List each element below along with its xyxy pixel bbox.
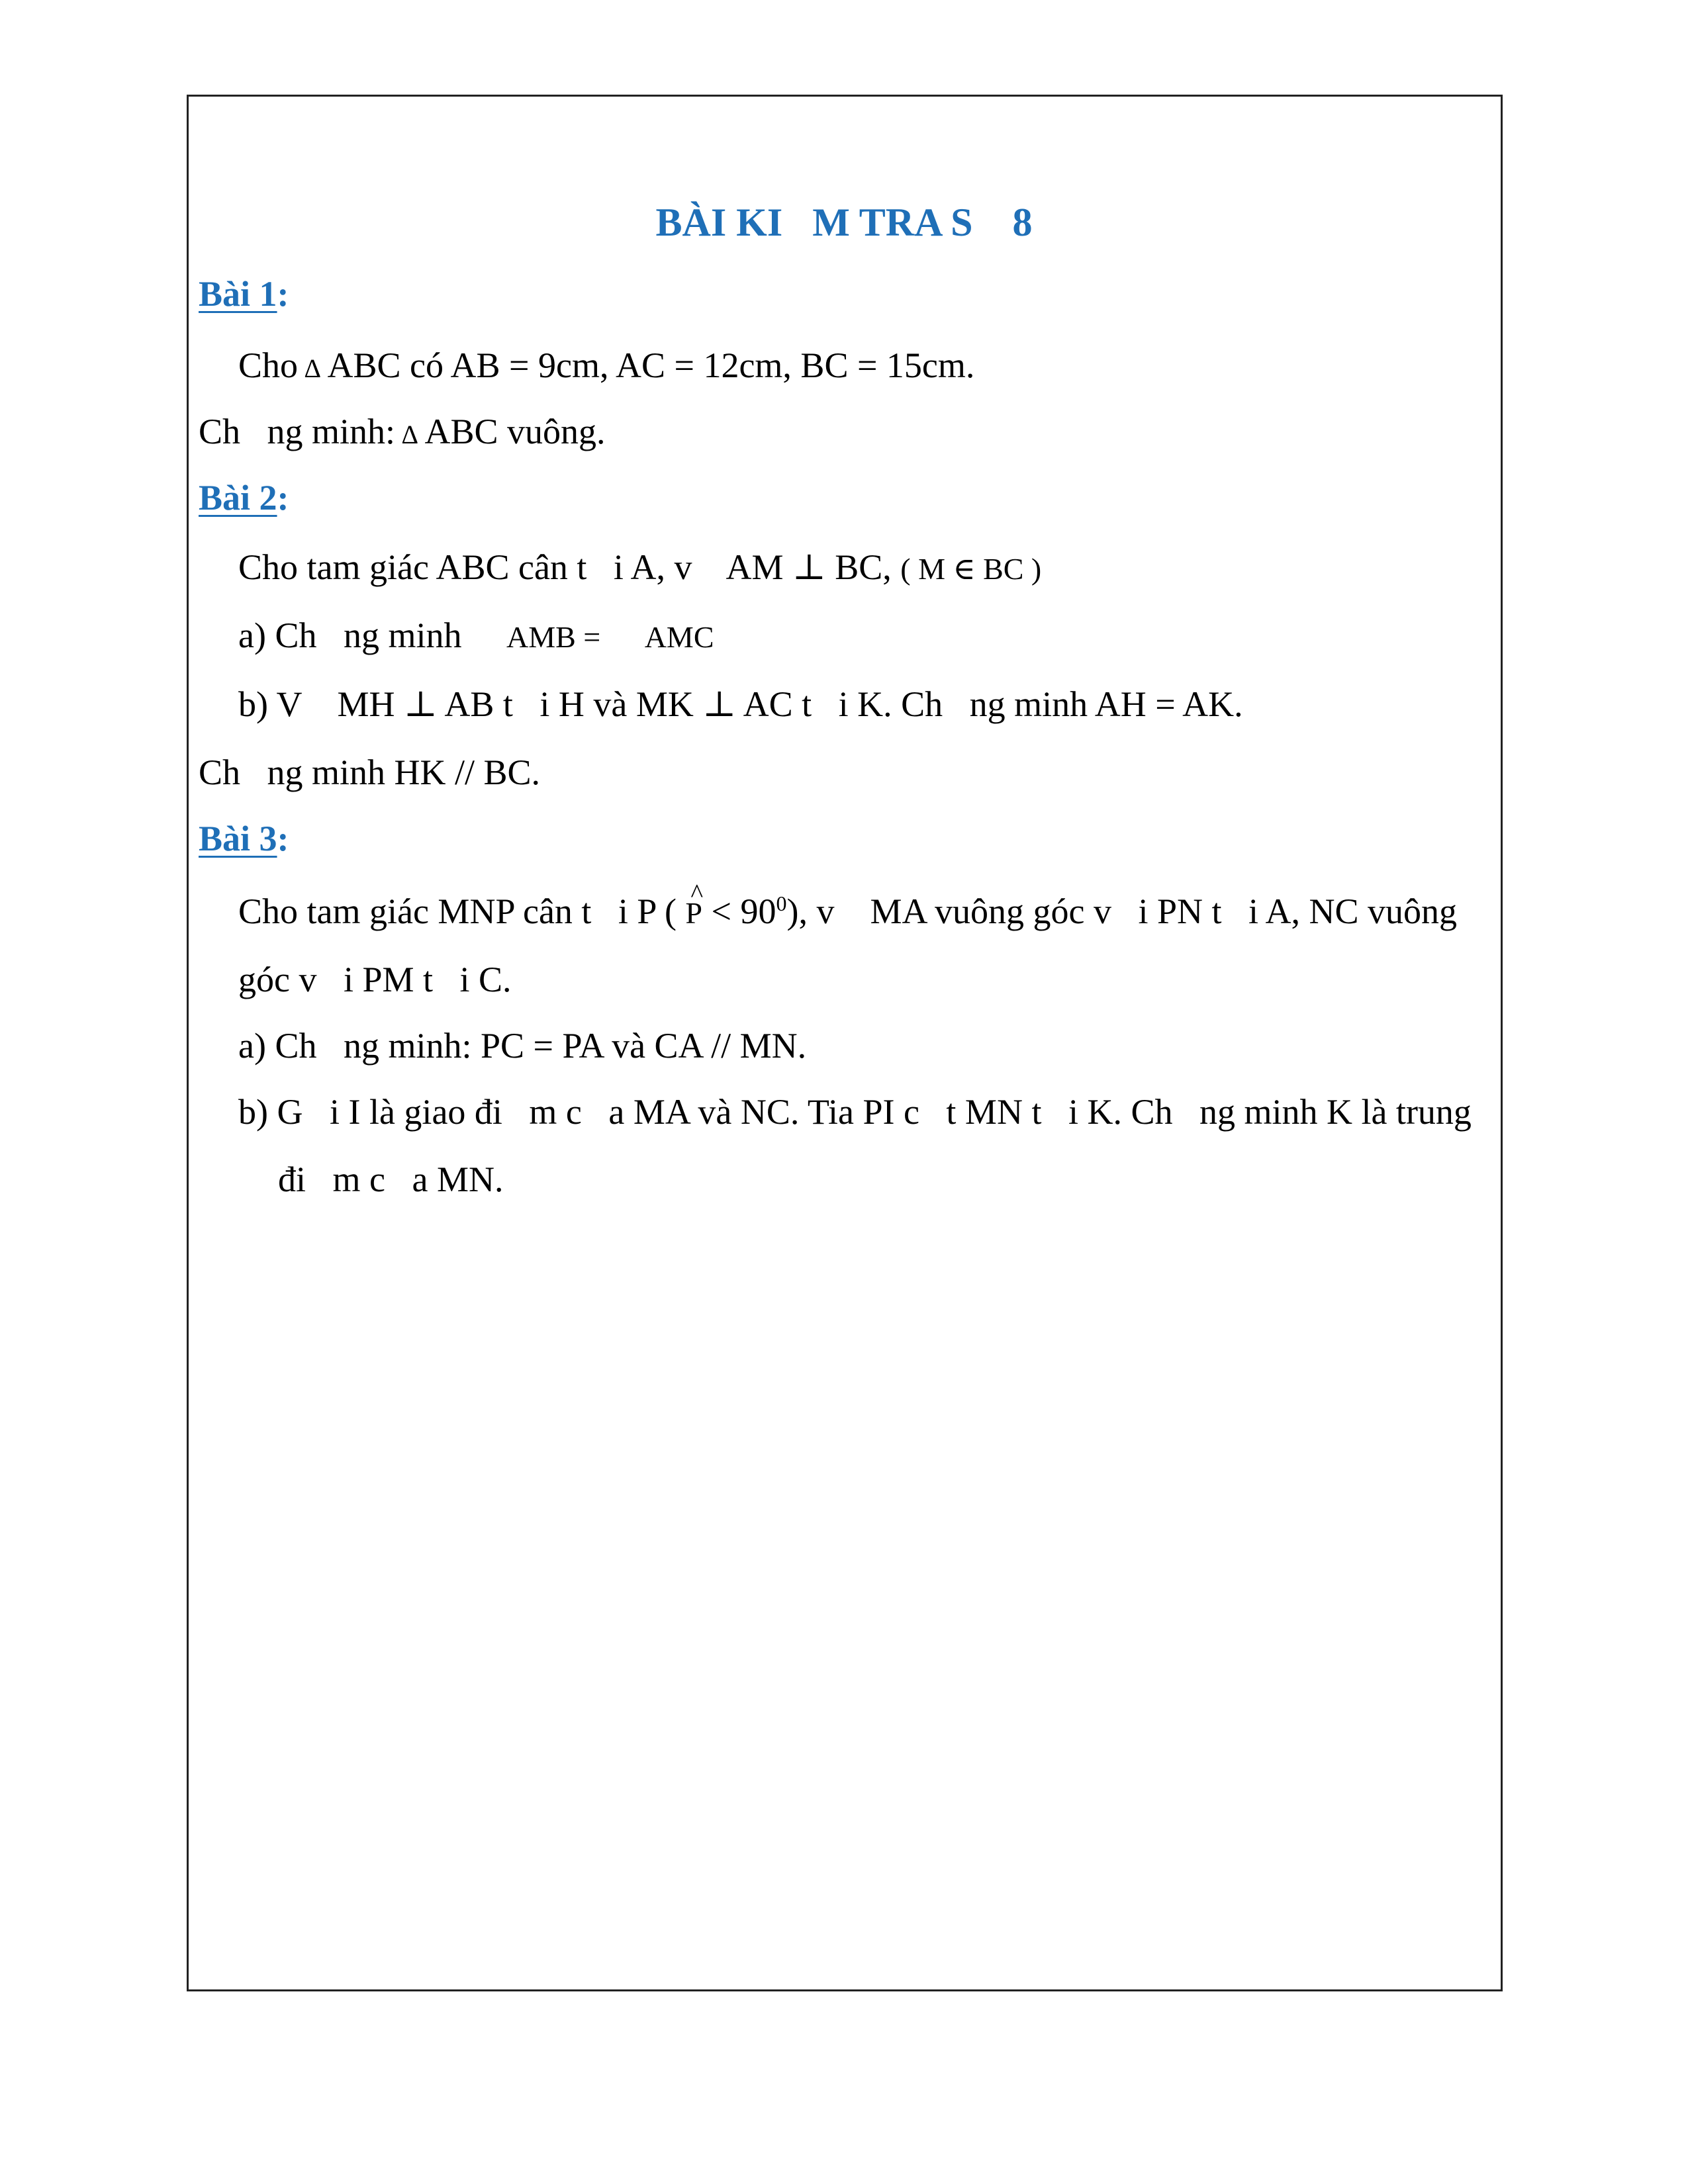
bai3-line-1 [238,890,1457,934]
bai2-line-1-math: ( M ∈ BC ) [900,552,1042,586]
bai3-part-a: a) Ch ng minh: PC = PA và CA // MN. [238,1026,807,1066]
bai3-line-2: góc v i PM t i C. [238,960,512,999]
angle-p-hat: ^ P [685,892,702,934]
bai2-line-1-text: Cho tam giác ABC cân t i A, v AM ⊥ BC, [238,547,901,587]
bai2-heading-label: Bài 2 [199,478,277,518]
bai1-line-1-post: ABC có AB = 9cm, AC = 12cm, BC = 15cm. [327,345,975,385]
bai2-line-1 [238,546,1041,590]
bai3-line-1-pre: Cho tam giác MNP cân t i P ( [238,891,686,931]
bai1-heading [199,273,289,315]
bai2-part-b: b) V MH ⊥ AB t i H và MK ⊥ AC t i K. Ch ng minh AH = AK. [238,684,1243,724]
bai1-heading-colon: : [277,274,289,314]
page-title: BÀI KI M TRA S 8 [655,201,1033,244]
bai3-line-1-mid: < 90 [702,891,776,931]
bai2-part-a [238,614,714,659]
bai2-part-c: Ch ng minh HK // BC. [199,752,541,792]
triangle-icon: ∆ [395,420,425,449]
bai1-line-1 [238,344,974,390]
triangle-icon: ∆ [298,353,328,383]
bai1-line-1-pre: Cho [238,345,299,385]
bai3-heading-label: Bài 3 [199,819,277,858]
bai3-part-b-line-2: đi m c a MN. [278,1160,504,1199]
bai3-part-b-line-1: b) G i I là giao đi m c a MA và NC. Tia PI c t MN t i K. Ch ng minh K là trung [238,1092,1472,1132]
degree-superscript: 0 [776,891,787,915]
bai3-line-1-post: ), v MA vuông góc v i PN t i A, NC vuông [786,891,1458,931]
bai1-line-2-post: ABC vuông. [424,412,606,451]
bai2-heading [199,477,289,519]
bai1-line-2-pre: Ch ng minh: [199,412,396,451]
bai1-heading-label: Bài 1 [199,274,277,314]
bai3-heading-colon: : [277,819,289,858]
bai2-part-a-text: a) Ch ng minh [238,615,506,655]
bai2-heading-colon: : [277,478,289,518]
bai2-part-a-math: AMB = AMC [506,620,714,654]
bai1-line-2 [199,410,606,456]
bai3-heading [199,817,289,860]
